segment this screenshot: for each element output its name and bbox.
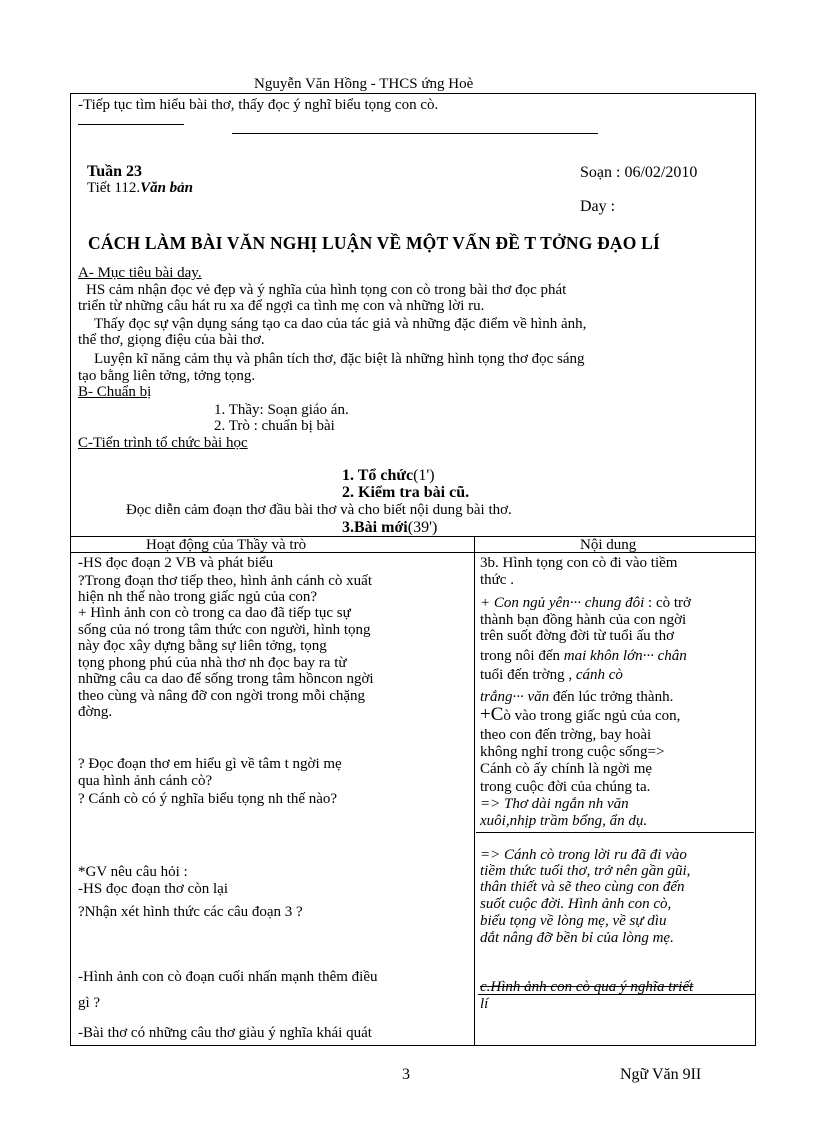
step-review-desc: Đọc diễn cảm đoạn thơ đầu bài thơ và cho biết nội dung bài thơ.	[126, 502, 512, 518]
quote: + Con ngủ yên··· chung đôi	[480, 595, 645, 611]
divider-long	[232, 133, 598, 134]
objective-2-line1: Thấy đọc sự vận dụng sáng tạo ca dao của tác giả và những đặc điểm về hình ảnh,	[94, 316, 587, 332]
objective-1-line2: triển từ những câu hát ru xa để ngợi ca tình mẹ con và những lời ru.	[78, 298, 485, 314]
step-1-time: (1')	[413, 467, 435, 484]
left-line: những câu ca dao để sống trong tâm hồncon ngời	[78, 671, 374, 687]
period-prefix: Tiết 112.	[87, 180, 141, 196]
right-line	[480, 689, 673, 705]
right-line: 3b. Hình tọng con cò đi vào tiềm	[480, 555, 678, 571]
table-column-divider	[474, 536, 475, 1046]
objective-3-line2: tạo bằng liên tởng, tởng tọng.	[78, 368, 256, 384]
right-line	[480, 704, 681, 725]
left-line: qua hình ảnh cánh cò?	[78, 773, 213, 789]
left-line: -HS đọc đoạn thơ còn lại	[78, 881, 228, 897]
left-line: hiện nh thế nào trong giấc ngủ của con?	[78, 589, 318, 605]
left-line: này đọc xây dựng bằng sự liên tởng, tọng	[78, 638, 327, 654]
text-initial: +C	[480, 704, 504, 725]
page-number: 3	[402, 1066, 410, 1083]
right-line: => Thơ dài ngắn nh văn	[480, 796, 629, 812]
page-header: Nguyễn Văn Hồng - THCS ứng Hoè	[254, 76, 474, 92]
left-line: -HS đọc đoạn 2 VB và phát biểu	[78, 555, 274, 571]
left-line: -Hình ảnh con cò đoạn cuối nhấn mạnh thêm điều	[78, 969, 378, 985]
text: tuổi đến trờng ,	[480, 667, 576, 683]
right-line	[480, 595, 691, 611]
right-line: tiềm thức tuổi thơ, trở nên gần gũi,	[480, 863, 691, 879]
left-line: -Bài thơ có những câu thơ giàu ý nghĩa khái quát	[78, 1025, 372, 1041]
right-line: c.Hình ảnh con cò qua ý nghĩa triết	[480, 979, 694, 995]
taught-date: Day :	[580, 198, 616, 215]
right-line: lí	[480, 996, 489, 1012]
col-header-activities: Hoạt động của Thầy và trò	[146, 537, 307, 553]
left-line: ?Nhận xét hình thức các câu đoạn 3 ?	[78, 904, 303, 920]
step-review: 2. Kiểm tra bài cũ.	[342, 484, 470, 501]
prep-student: 2. Trò : chuẩn bị bài	[214, 418, 335, 434]
right-line: không nghỉ trong cuộc sống=>	[480, 744, 665, 760]
left-line: + Hình ảnh con cò trong ca dao đã tiếp tục sự	[78, 605, 351, 621]
prep-teacher: 1. Thầy: Soạn giáo án.	[214, 402, 349, 418]
left-line: ?Trong đoạn thơ tiếp theo, hình ảnh cánh cò xuất	[78, 573, 372, 589]
objective-1-line1: HS cảm nhận đọc vẻ đẹp và ý nghĩa của hình tọng con cò trong bài thơ đọc phát	[86, 282, 567, 298]
text: trong nôi đến	[480, 648, 564, 664]
quote: cánh cò	[575, 667, 623, 683]
quote: mai khôn lớn··· chân	[563, 648, 687, 664]
step-3-time: (39')	[407, 519, 438, 536]
section-a-heading: A- Mục tiêu bài day.	[78, 265, 202, 281]
right-line	[480, 648, 687, 664]
right-line: suốt cuộc đời. Hình ảnh con cò,	[480, 896, 672, 912]
objective-3-line1: Luyện kĩ năng cảm thụ và phân tích thơ, đặc biệt là những hình tọng thơ đọc sáng	[94, 351, 585, 367]
text: ò vào trong giấc ngủ của con,	[503, 708, 681, 724]
footer-subject: Ngữ Văn 9II	[620, 1066, 702, 1083]
objective-continuation: -Tiếp tục tìm hiểu bài thơ, thấy đọc ý nghĩ biểu tọng con cò.	[78, 97, 439, 113]
step-3-label: 3.Bài mới	[342, 519, 408, 536]
left-line: *GV nêu câu hỏi :	[78, 864, 188, 880]
right-line: trên suốt đờng đời từ tuổi ấu thơ	[480, 628, 674, 644]
right-line: trong cuộc đời của chúng ta.	[480, 779, 651, 795]
left-line: gì ?	[78, 995, 101, 1011]
left-line: ? Đọc đoạn thơ em hiểu gì về tâm t ngời mẹ	[78, 756, 342, 772]
left-line: theo cùng và nâng đỡ con ngời trong mỗi chặng	[78, 688, 366, 704]
week-label: Tuần 23	[87, 163, 142, 180]
step-new-lesson	[342, 519, 437, 537]
text: : cò trở	[644, 595, 691, 611]
right-line: xuôi,nhịp trầm bổng, ẩn dụ.	[480, 813, 648, 829]
left-line: tọng phong phú của nhà thơ nh đọc bay ra từ	[78, 655, 347, 671]
right-line: dắt nâng đỡ bền bỉ của lòng mẹ.	[480, 930, 674, 946]
right-line: theo con đến trờng, bay hoài	[480, 727, 652, 743]
period-kind: Văn bản	[140, 180, 194, 196]
period-label	[87, 180, 193, 197]
prepared-date: Soạn : 06/02/2010	[580, 164, 698, 181]
lesson-title: CÁCH LÀM BÀI VĂN NGHỊ LUẬN VỀ MỘT VẤN ĐỀ T TỞNG ĐẠO LÍ	[88, 233, 661, 253]
objective-2-line2: thể thơ, giọng điệu của bài thơ.	[78, 332, 265, 348]
divider-short	[78, 124, 184, 125]
right-divider	[476, 832, 754, 833]
section-c-heading: C-Tiến trình tổ chức bài học	[78, 435, 248, 451]
right-line: thức .	[480, 572, 514, 588]
step-organization	[342, 467, 435, 485]
left-line: ? Cánh cò có ý nghĩa biểu tọng nh thế nào?	[78, 791, 338, 807]
col-header-content: Nội dung	[580, 537, 637, 553]
step-1-label: 1. Tổ chức	[342, 467, 414, 484]
right-line: thành bạn đồng hành của con ngời	[480, 612, 687, 628]
right-line	[480, 667, 623, 683]
right-line: Cánh cò ấy chính là ngời mẹ	[480, 761, 653, 777]
text: đến lúc trởng thành.	[549, 689, 674, 705]
right-line: => Cánh cò trong lời ru đã đi vào	[480, 847, 687, 863]
section-b-heading: B- Chuẩn bị	[78, 384, 152, 400]
right-line: thân thiết và sẽ theo cùng con đến	[480, 879, 685, 895]
left-line: đờng.	[78, 704, 113, 720]
right-underline	[478, 994, 756, 995]
quote: trắng··· văn	[480, 689, 550, 705]
right-line: biểu tọng về lòng mẹ, về sự dìu	[480, 913, 667, 929]
left-line: sống của nó trong tâm thức con người, hình tọng	[78, 622, 371, 638]
